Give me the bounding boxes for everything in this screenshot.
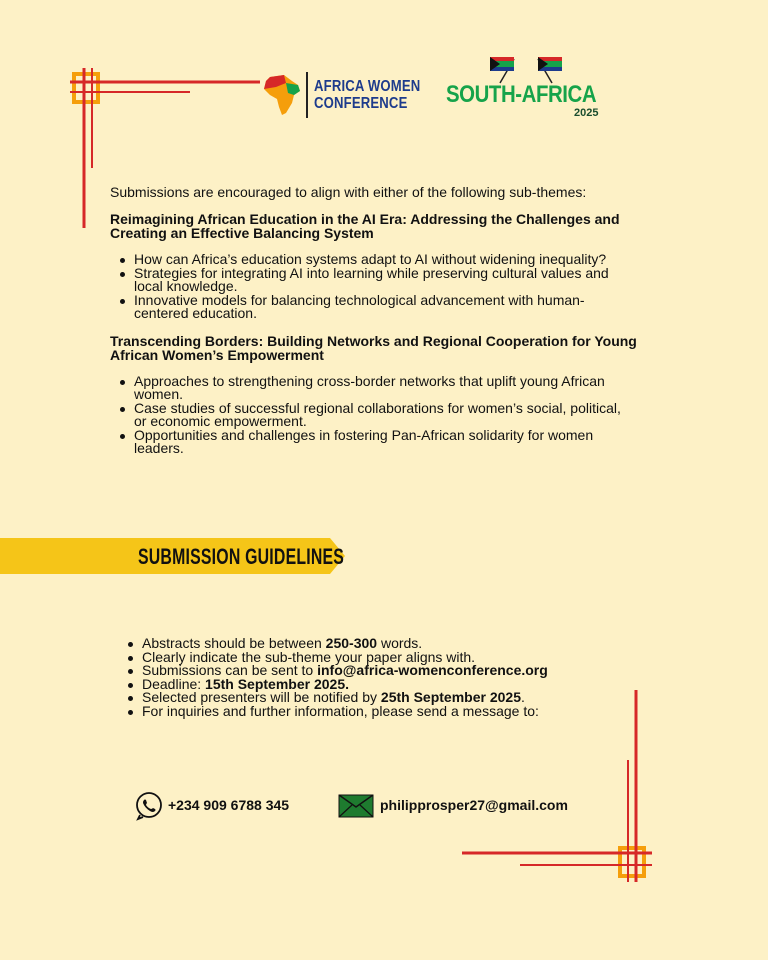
envelope-icon (338, 794, 374, 818)
logo-divider (306, 72, 308, 118)
list-item: How can Africa’s education systems adapt to AI without widening inequality? (134, 253, 630, 267)
intro-text: Submissions are encouraged to align with either of the following sub-themes: (110, 184, 587, 200)
list-item: Opportunities and challenges in fostering Pan-African solidarity for women leaders. (134, 429, 630, 456)
awc-logo-line1: AFRICA WOMEN (314, 78, 421, 95)
list-item: Submissions can be sent to info@africa-womenconference.org (142, 664, 678, 678)
sa-logo-year: 2025 (574, 107, 599, 119)
theme-2-title: Transcending Borders: Building Networks and Regional Cooperation for Young African Women’s Empowerment (110, 332, 637, 363)
contact-phone[interactable]: +234 909 6788 345 (168, 797, 290, 813)
sa-logo-text: SOUTH-AFRICA (446, 81, 597, 108)
theme-2-bullets (110, 372, 630, 456)
theme-1-title: Reimagining African Education in the AI Era: Addressing the Challenges and Creating an Effective Balancing System (110, 211, 620, 241)
list-item: Abstracts should be between 250-300 words. (142, 637, 678, 651)
themes-section (110, 184, 637, 456)
whatsapp-icon (134, 791, 164, 821)
list-item: Approaches to strengthening cross-border networks that uplift young African women. (134, 375, 630, 402)
awc-logo-line2: CONFERENCE (314, 95, 408, 112)
africa-women-conference-logo (262, 72, 444, 118)
list-item: Innovative models for balancing technological advancement with human-centered education. (134, 294, 630, 321)
corner-frame-bottom-right (460, 690, 660, 885)
guidelines-list (118, 637, 678, 718)
list-item: Selected presenters will be notified by 25th September 2025. (142, 691, 678, 705)
list-item: Strategies for integrating AI into learning while preserving cultural values and local knowledge. (134, 267, 630, 294)
contact-email[interactable]: philipprosper27@gmail.com (380, 797, 568, 813)
list-item: Deadline: 15th September 2025. (142, 678, 678, 692)
list-item: Case studies of successful regional collaborations for women’s social, political, or economic empowerment. (134, 402, 630, 429)
south-africa-2025-logo (446, 55, 606, 125)
africa-map-icon (262, 73, 302, 117)
awc-logo-text (314, 78, 420, 112)
list-item: For inquiries and further information, please send a message to: (142, 705, 678, 719)
list-item: Clearly indicate the sub-theme your paper aligns with. (142, 651, 678, 665)
guidelines-section (118, 637, 678, 718)
guidelines-banner-text: SUBMISSION GUIDELINES (138, 544, 345, 569)
theme-1-bullets (110, 253, 630, 321)
